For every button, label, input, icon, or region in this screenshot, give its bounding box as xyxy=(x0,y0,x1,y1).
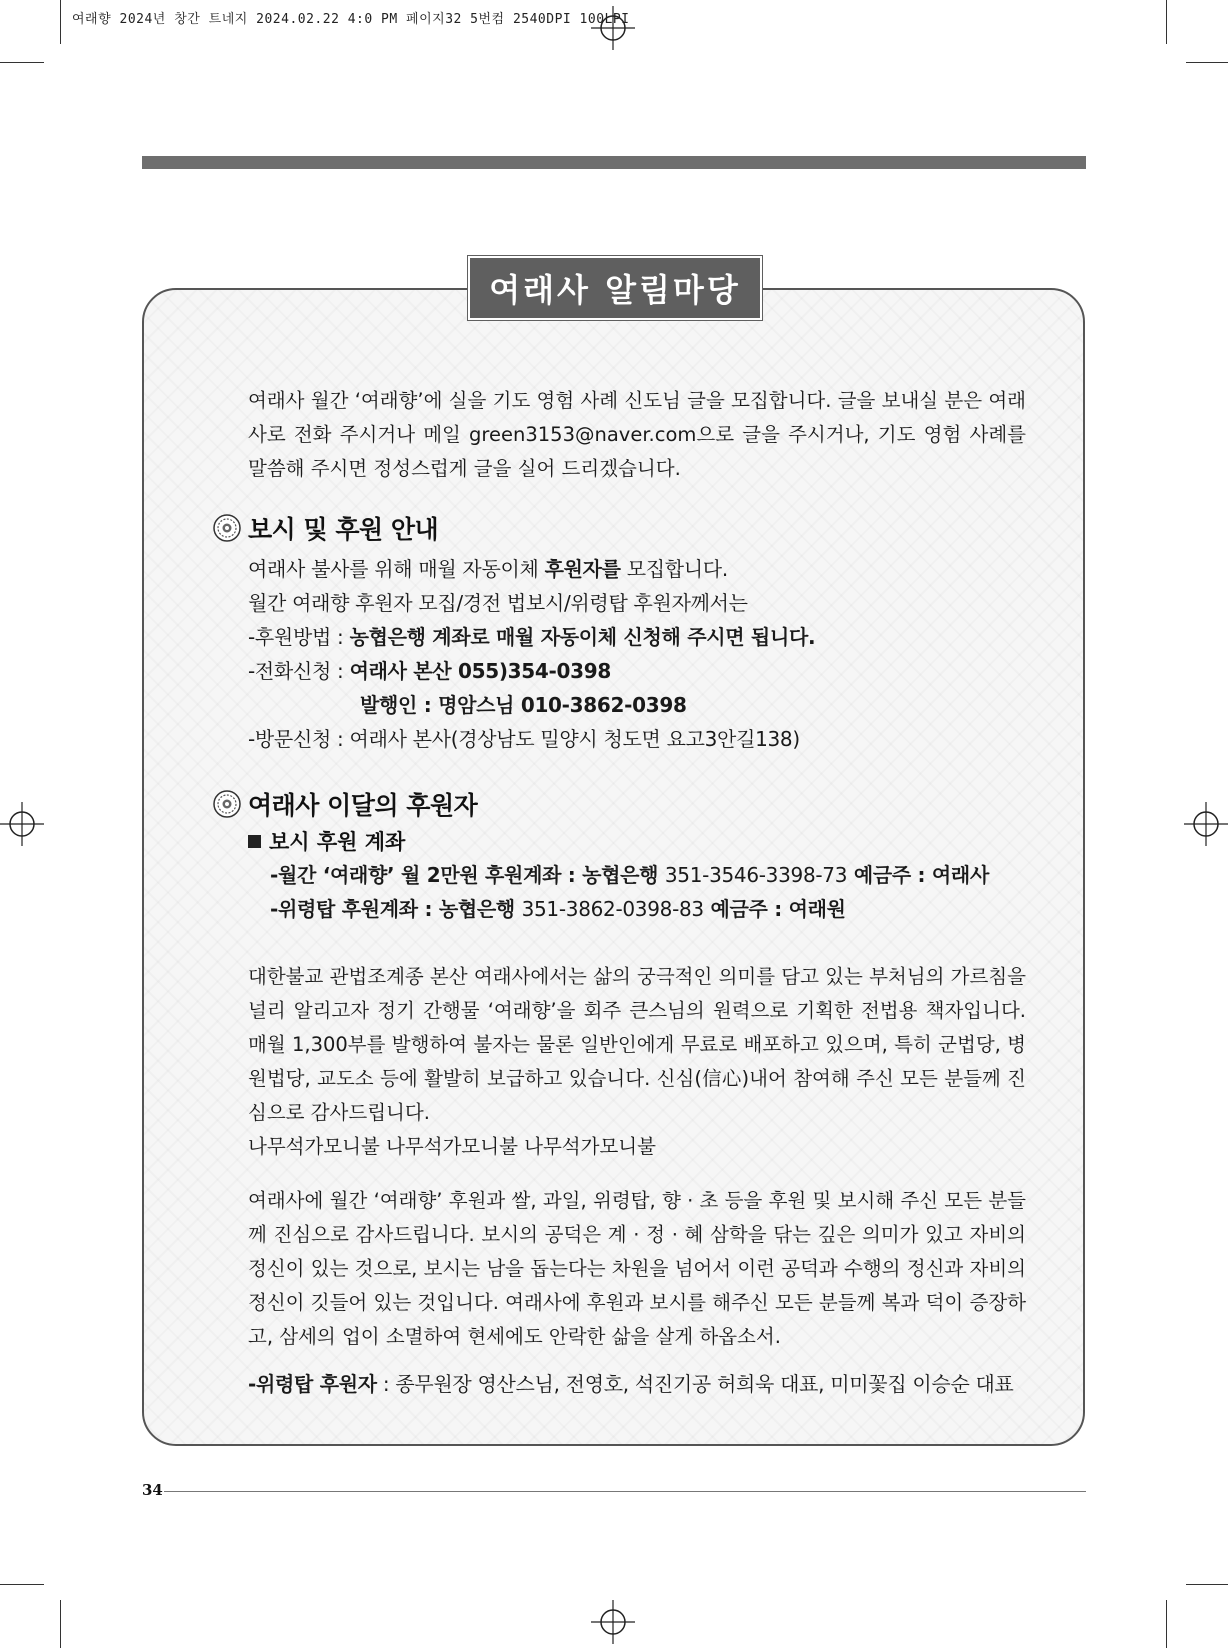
about-paragraph: 대한불교 관법조계종 본산 여래사에서는 삶의 궁극적인 의미를 담고 있는 부처님의 가르침을 널리 알리고자 정기 간행물 ‘여래향’을 회주 큰스님의 원력으로 기획한 전법용 책자입니다. 매월 1,300부를 발행하여 불자는 물론 일반인에게 무료로 배포하고 있으며, 특히 군법당, 병원법당, 교도소 등에 활발히 보급하고 있습니다. 신심(信心)내어 참여해 주신 모든 분들께 진심으로 감사드립니다. xyxy=(248,965,1026,1124)
account-line-2 xyxy=(270,892,846,926)
account-2-text: -위령탑 후원계좌 : 농협은행 xyxy=(270,897,522,921)
phone-value: 여래사 본산 055)354-0398 xyxy=(349,659,611,683)
donor-list-line xyxy=(248,1367,1014,1401)
square-bullet-icon xyxy=(248,835,261,848)
recruit-text-end: 모집합니다. xyxy=(620,557,728,581)
registration-mark-icon xyxy=(0,802,44,846)
lotus-emblem-icon xyxy=(212,789,242,819)
registration-mark-icon xyxy=(591,6,635,50)
intro-text xyxy=(248,384,1026,486)
about-text xyxy=(248,960,1026,1164)
visit-line: -방문신청 : 여래사 본사(경상남도 밀양시 청도면 요고3안길138) xyxy=(248,727,800,751)
crop-mark xyxy=(0,1584,44,1585)
intro-paragraph: 여래사 월간 ‘여래향’에 실을 기도 영험 사례 신도님 글을 모집합니다. 글을 보내실 분은 여래사로 전화 주시거나 메일 green3153@naver.com으로 글을 주시거나, 기도 영험 사례를 말씀해 주시면 정성스럽게 글을 실어 드리겠습니다. xyxy=(248,389,1026,480)
method-line xyxy=(248,620,815,654)
registration-mark-icon xyxy=(591,1600,635,1644)
recruit-line xyxy=(248,552,728,586)
crop-mark xyxy=(0,62,44,63)
section-heading-text: 보시 및 후원 안내 xyxy=(248,515,439,544)
crop-mark xyxy=(1166,0,1167,44)
phone-label: -전화신청 : xyxy=(248,659,350,683)
recruit-line-2: 월간 여래향 후원자 모집/경전 법보시/위령탑 후원자께서는 xyxy=(248,591,748,615)
section-heading-donors xyxy=(212,786,477,822)
account-1-text: -월간 ‘여래향’ 월 2만원 후원계좌 : 농협은행 xyxy=(270,863,665,887)
registration-mark-icon xyxy=(1184,802,1228,846)
donor-list-names: : 종무원장 영산스님, 전영호, 석진기공 허희욱 대표, 미미꽃집 이승순 대표 xyxy=(376,1372,1014,1396)
print-header: 여래향 2024년 창간 트네지 2024.02.22 4:0 PM 페이지32 5번컴 2540DPI 100LPI xyxy=(72,12,630,27)
recruit-text: 여래사 불사를 위해 매월 자동이체 xyxy=(248,557,545,581)
crop-mark xyxy=(1166,1600,1167,1648)
account-2-holder: 예금주 : 여래원 xyxy=(703,897,846,921)
section-heading-text: 여래사 이달의 후원자 xyxy=(248,791,478,820)
account-1-number: 351-3546-3398-73 xyxy=(664,863,848,887)
page-title: 여래사 알림마당 xyxy=(468,256,762,320)
chant-line: 나무석가모니불 나무석가모니불 나무석가모니불 xyxy=(248,1135,656,1158)
crop-mark xyxy=(60,1600,61,1648)
crop-mark xyxy=(1186,62,1228,63)
thanks-paragraph: 여래사에 월간 ‘여래향’ 후원과 쌀, 과일, 위령탑, 향 · 초 등을 후원 및 보시해 주신 모든 분들께 진심으로 감사드립니다. 보시의 공덕은 계 · 정 · 혜 삼학을 닦는 깊은 의미가 있고 자비의 정신이 있는 것으로, 보시는 남을 돕는다는 차원을 넘어서 이런 공덕과 수행의 정신과 자비의 정신이 깃들어 있는 것입니다. 여래사에 후원과 보시를 해주신 모든 분들께 복과 덕이 증장하고, 삼세의 업이 소멸하여 현세에도 안락한 삶을 살게 하옵소서. xyxy=(248,1189,1026,1348)
page-number: 34 xyxy=(142,1481,163,1499)
account-line-1 xyxy=(270,858,989,892)
publisher-line: 발행인 : 명암스님 010-3862-0398 xyxy=(360,693,687,717)
lotus-emblem-icon xyxy=(212,513,242,543)
recruit-emphasis: 후원자를 xyxy=(544,557,621,581)
donor-list-label: -위령탑 후원자 xyxy=(248,1372,377,1396)
crop-mark xyxy=(1186,1584,1228,1585)
account-1-holder: 예금주 : 여래사 xyxy=(847,863,989,887)
section-heading-donation-guide xyxy=(212,510,438,546)
phone-line xyxy=(248,654,611,688)
method-value: 농협은행 계좌로 매월 자동이체 신청해 주시면 됩니다. xyxy=(349,625,816,649)
crop-mark xyxy=(60,0,61,44)
account-2-number: 351-3862-0398-83 xyxy=(521,897,704,921)
method-label: -후원방법 : xyxy=(248,625,350,649)
footer-rule xyxy=(164,1491,1086,1492)
thanks-text xyxy=(248,1184,1026,1354)
account-subheading-text: 보시 후원 계좌 xyxy=(269,830,406,854)
header-bar xyxy=(142,156,1086,169)
account-subheading xyxy=(248,826,405,856)
